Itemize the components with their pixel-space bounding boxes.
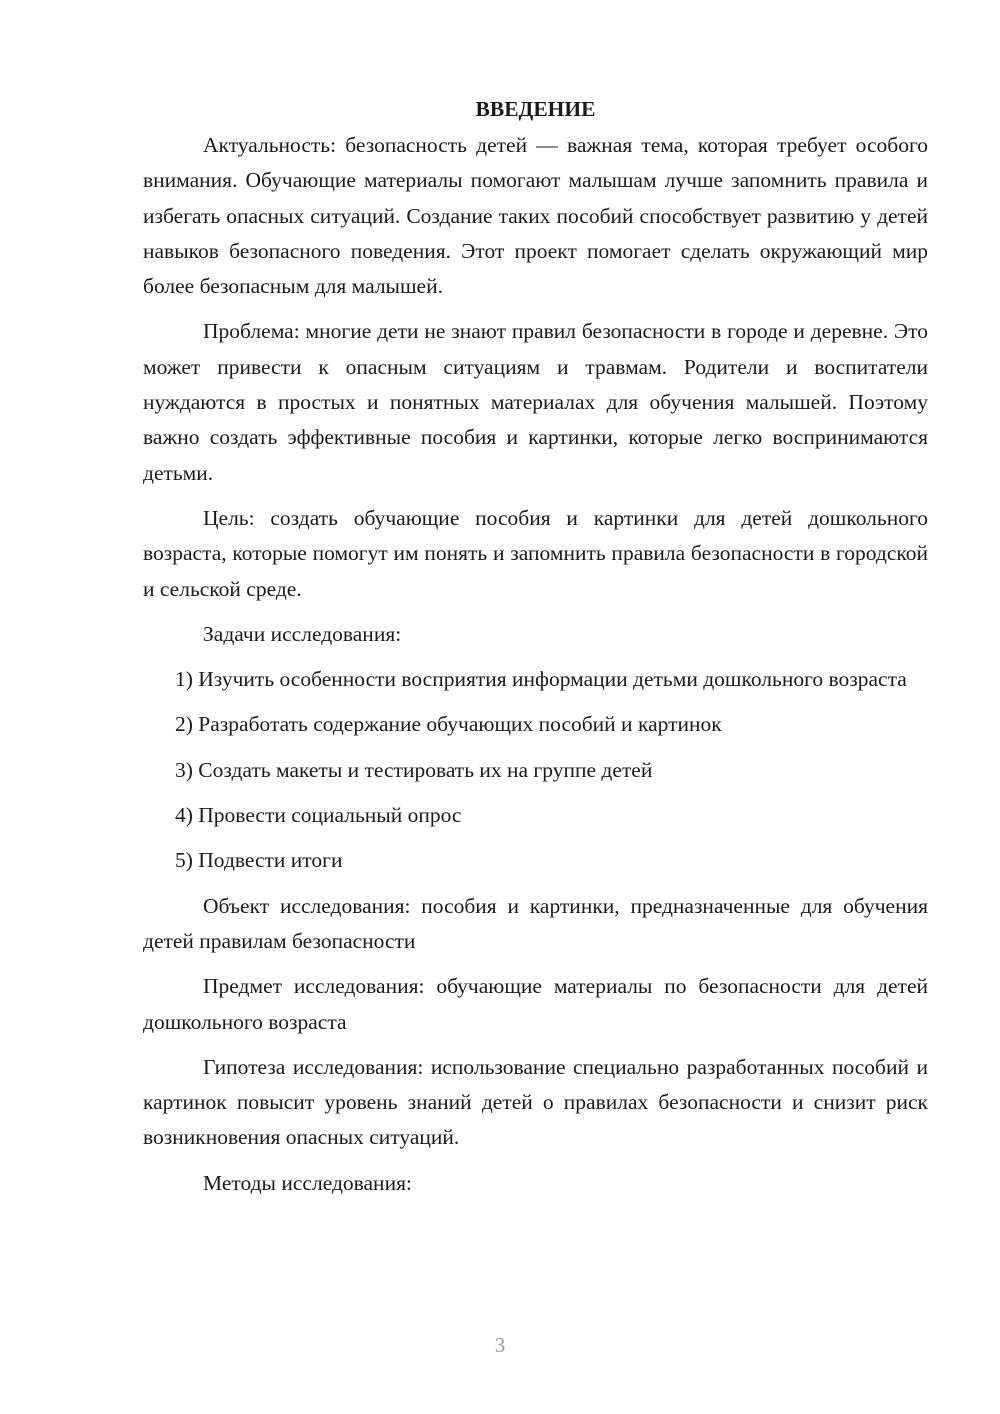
object-paragraph: Объект исследования: пособия и картинки, предназначенные для обучения детей правилам безопасности [143,893,928,953]
task-item-1: 1) Изучить особенности восприятия информации детьми дошкольного возраста [175,667,907,692]
problem-paragraph: Проблема: многие дети не знают правил безопасности в городе и деревне. Это может привести к опасным ситуациям и травмам. Родители и воспитатели нуждаются в простых и понятных материалах для обучения малышей. Поэтому важно создать эффективные пособия и картинки, которые легко воспринимаются детьми. [143,319,928,485]
document-page [143,92,928,1211]
task-item-2: 2) Разработать содержание обучающих пособий и картинок [175,712,722,737]
goal-paragraph: Цель: создать обучающие пособия и картинки для детей дошкольного возраста, которые помогут им понять и запомнить правила безопасности в городской и сельской среде. [143,505,928,601]
hypothesis-paragraph: Гипотеза исследования: использование специально разработанных пособий и картинок повысит уровень знаний детей о правилах безопасности и снизит риск возникновения опасных ситуаций. [143,1054,928,1150]
page-title: ВВЕДЕНИЕ [475,97,596,121]
relevance-paragraph: Актуальность: безопасность детей — важная тема, которая требует особого внимания. Обучающие материалы помогают малышам лучше запомнить правила и избегать опасных ситуаций. Создание таких пособий способствует развитию у детей навыков безопасного поведения. Этот проект помогает сделать окружающий мир более безопасным для малышей. [143,133,928,299]
page-number: 3 [494,1333,506,1357]
task-item-4: 4) Провести социальный опрос [175,803,462,828]
task-item-3: 3) Создать макеты и тестировать их на группе детей [175,757,653,782]
methods-title: Методы исследования: [203,1170,412,1195]
task-item-5: 5) Подвести итоги [175,848,343,873]
tasks-title: Задачи исследования: [203,621,402,646]
subject-paragraph: Предмет исследования: обучающие материалы по безопасности для детей дошкольного возраста [143,974,928,1034]
